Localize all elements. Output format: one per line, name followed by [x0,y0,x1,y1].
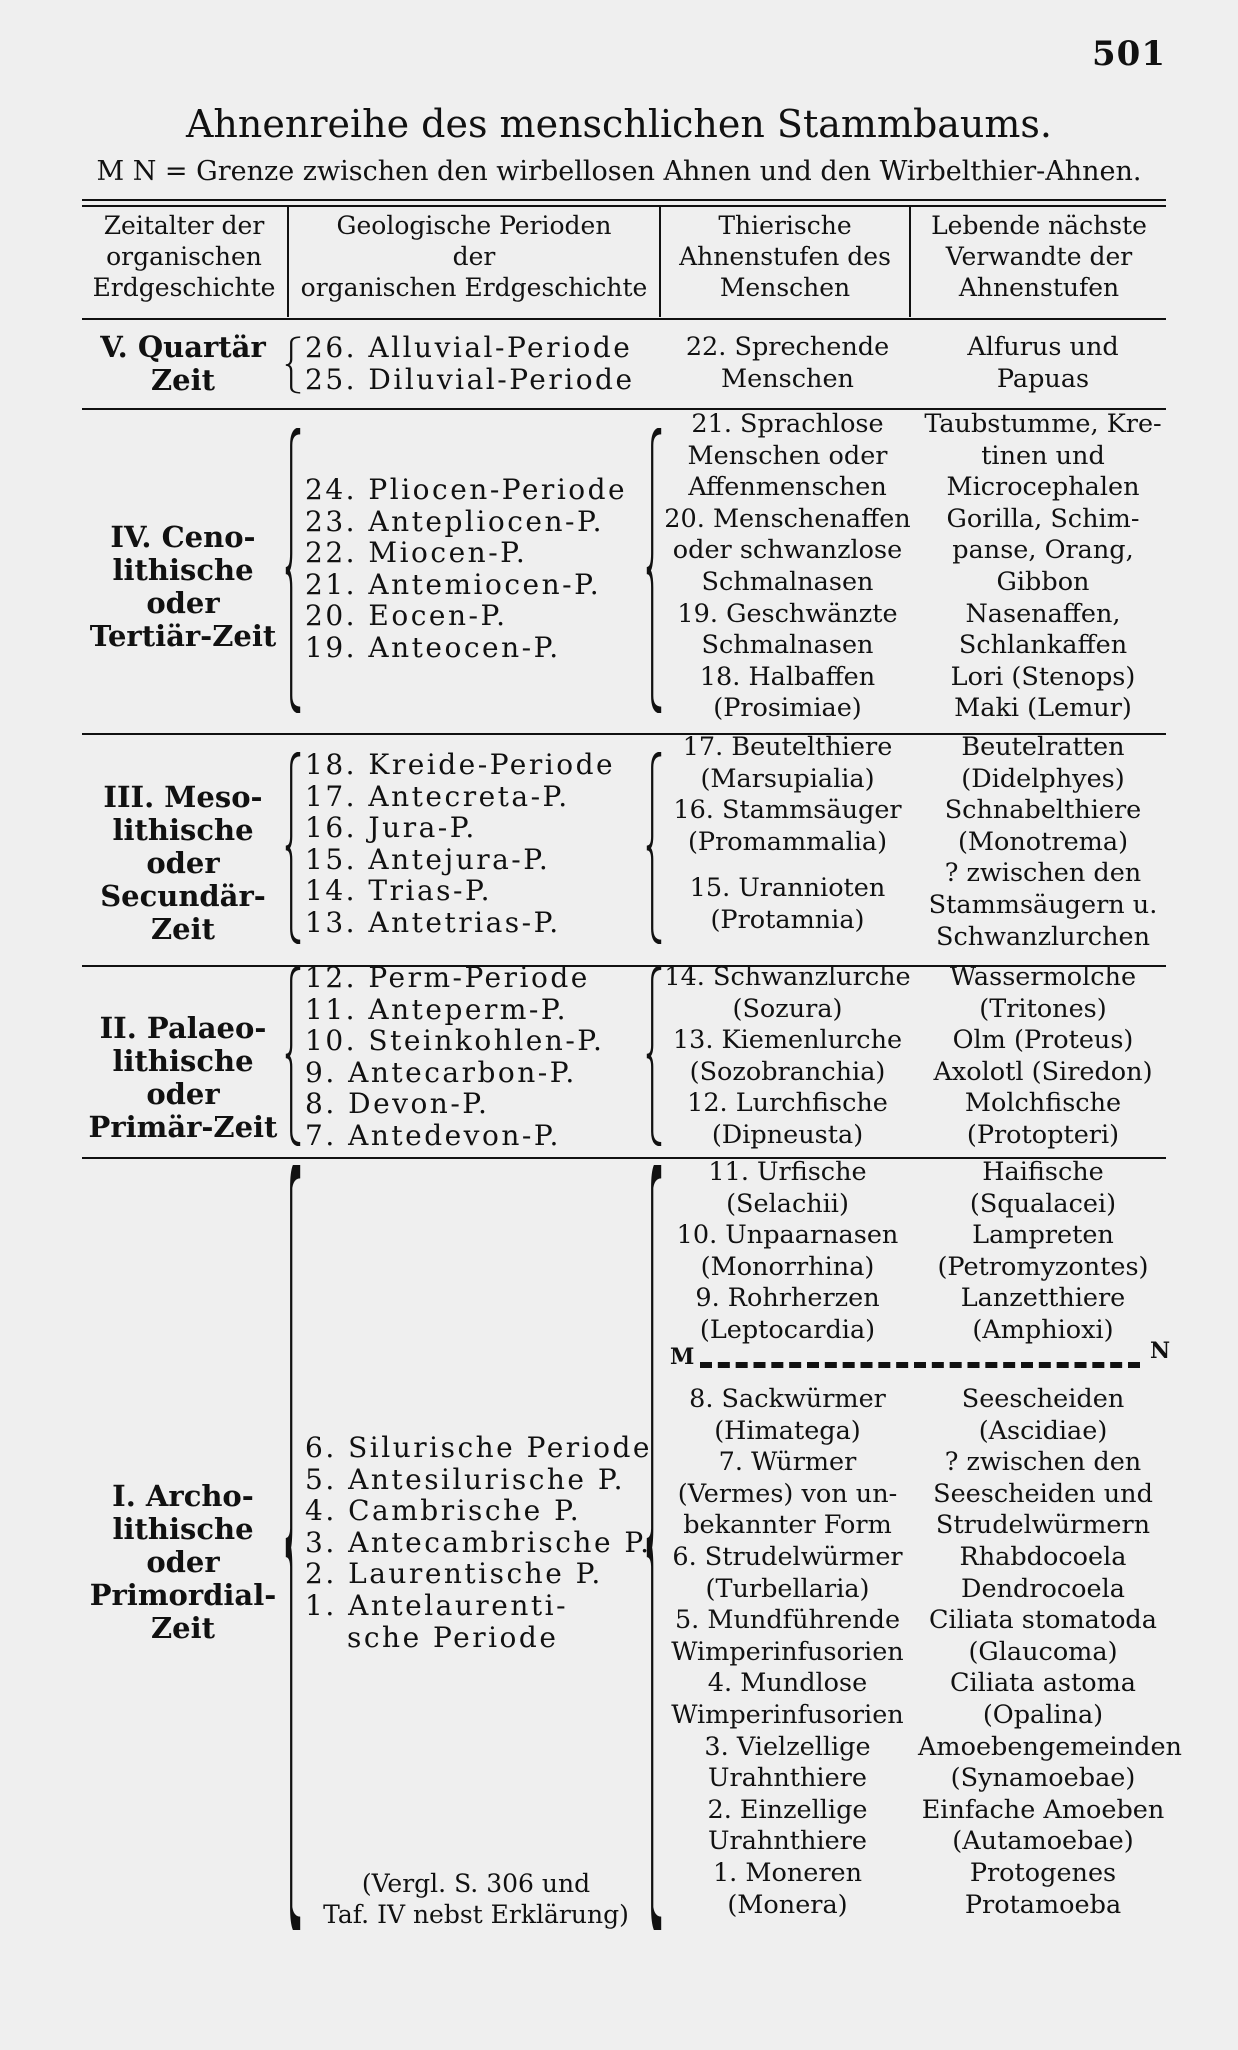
brace-periods-secundaer [284,752,302,944]
ancestors-quartaer: 22. Sprechende Menschen [685,332,890,394]
header-verwandte: Lebende nächste Verwandte der Ahnenstufen [931,211,1147,302]
relatives-secundaer: Beutelratten (Didelphyes) Schnabelthiere (Monotrema) ? zwischen den Stammsäugern u. Schwanzlurchen [928,732,1158,952]
brace-ancestors-primaer [645,966,663,1146]
periods-primordial: 6. Silurische Periode 5. Antesilurische P. 4. Cambrische P. 3. Antecambrische P. 2. Laurentische P. 1. Antelaurenti- sche Periode [305,1431,652,1654]
relatives-primordial-lower: Seescheiden (Ascidiae) ? zwischen den Seescheiden und Strudelwürmern Rhabdocoela Dendrocoela Ciliata stomatoda (Glaucoma) Ciliata astoma (Opalina) Amoebengemeinden (Synamoebae) Einfache Amoeben (Autamoebae) Protogenes Protamoeba [918,1384,1182,1920]
header-bottom-rule [82,318,1166,320]
periods-secundaer: 18. Kreide-Periode 17. Antecreta-P. 16. Jura-P. 15. Antejura-P. 14. Trias-P. 13. Antetrias-P. [305,748,616,939]
periods-tertiaer: 24. Pliocen-Periode 23. Antepliocen-P. 22. Miocen-P. 21. Antemiocen-P. 20. Eocen-P. 19. Anteocen-P. [305,473,628,664]
relatives-primordial-upper: Haifische (Squalacei) Lampreten (Petromyzontes) Lanzetthiere (Amphioxi) [937,1157,1149,1345]
header-perioden: Geologische Perioden der organischen Erdgeschichte [300,211,648,302]
brace-ancestors-primordial [645,1165,663,1930]
ancestors-primordial-lower: 8. Sackwürmer (Himatega) 7. Würmer (Vermes) von un- bekannter Form 6. Strudelwürmer (Turbellaria) 5. Mundführende Wimperinfusorien 4. Mundlose Wimperinfusorien 3. Vielzellige Urahnthiere 2. Einzellige Urahnthiere 1. Moneren (Monera) [671,1384,904,1920]
ancestors-secundaer: 17. Beutelthiere (Marsupialia) 16. Stammsäuger (Promammalia) 15. Urannioten (Protamnia) [673,732,902,935]
header-column-divider-1 [287,205,289,317]
ancestors-primaer: 14. Schwanzlurche (Sozura) 13. Kiemenlurche (Sozobranchia) 12. Lurchfische (Dipneusta) [664,962,911,1150]
table-top-rule [82,199,1166,207]
header-zeitalter: Zeitalter der organischen Erdgeschichte [92,211,276,302]
invertebrate-vertebrate-boundary [700,1362,1140,1368]
era-quartaer: V. Quartär Zeit [100,330,266,397]
page-title: Ahnenreihe des menschlichen Stammbaums. [185,102,1053,146]
page-subtitle: M N = Grenze zwischen den wirbellosen Ahnen und den Wirbelthier-Ahnen. [96,156,1142,187]
relatives-primaer: Wassermolche (Tritones) Olm (Proteus) Axolotl (Siredon) Molchfische (Protopteri) [933,962,1153,1150]
boundary-marker-n: N [1150,1338,1171,1364]
brace-ancestors-tertiaer [645,428,663,713]
era-primordial: I. Archo- lithische oder Primordial- Zeit [89,1479,277,1645]
relatives-quartaer: Alfurus und Papuas [967,332,1119,394]
brace-periods-quartaer [284,336,302,394]
page-number: 501 [1092,34,1166,74]
relatives-tertiaer: Taubstumme, Kre- tinen und Microcephalen Gorilla, Schim- panse, Orang, Gibbon Nasenaffen, Schlankaffen Lori (Stenops) Maki (Lemur) [924,409,1162,724]
header-ahnenstufen: Thierische Ahnenstufen des Menschen [679,211,891,302]
boundary-marker-m: M [670,1344,695,1370]
era-tertiaer: IV. Ceno- lithische oder Tertiär-Zeit [89,520,277,653]
periods-primaer: 12. Perm-Periode 11. Anteperm-P. 10. Steinkohlen-P. 9. Antecarbon-P. 8. Devon-P. 7. Antedevon-P. [305,961,605,1152]
header-column-divider-2 [659,205,661,317]
brace-periods-tertiaer [284,428,302,713]
periods-quartaer: 26. Alluvial-Periode 25. Diluvial-Periode [305,331,635,396]
brace-periods-primaer [284,966,302,1146]
header-column-divider-3 [909,205,911,317]
brace-periods-primordial [284,1165,302,1930]
ancestors-primordial-upper: 11. Urfische (Selachii) 10. Unpaarnasen (Monorrhina) 9. Rohrherzen (Leptocardia) [676,1157,899,1345]
reference-note: (Vergl. S. 306 und Taf. IV nebst Erklärung) [323,1869,629,1929]
ancestors-tertiaer: 21. Sprachlose Menschen oder Affenmenschen 20. Menschenaffen oder schwanzlose Schmalnasen 19. Geschwänzte Schmalnasen 18. Halbaffen (Prosimiae) [664,409,911,724]
era-primaer: II. Palaeo- lithische oder Primär-Zeit [88,1011,278,1144]
era-secundaer: III. Meso- lithische oder Secundär- Zeit [100,780,266,946]
brace-ancestors-secundaer [645,752,663,944]
